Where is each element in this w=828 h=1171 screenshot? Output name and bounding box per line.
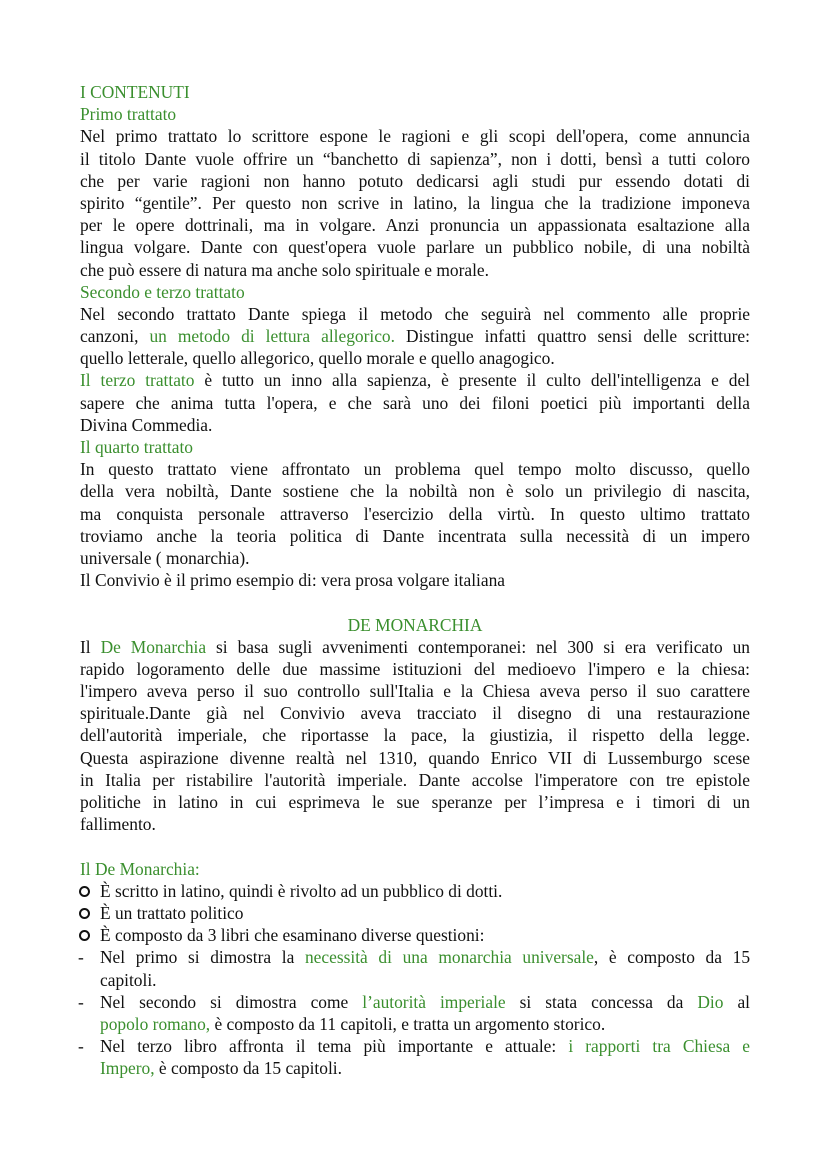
body-text: canzoni, [80,326,150,347]
text-line [80,369,750,391]
document-page [80,81,750,1079]
blank-line [80,835,750,857]
body-text: per le opere dottrinali, ma in volgare. Anzi pronuncia un appassionata esaltazione alla [80,215,750,236]
highlighted-text: I CONTENUTI [80,82,190,102]
body-text: In questo trattato viene affrontato un problema quel tempo molto discusso, quello [80,459,750,480]
body-text: Nel primo si dimostra la [100,947,305,968]
highlighted-text: DE MONARCHIA [347,614,483,635]
bullet-circle-icon [78,880,90,902]
body-text: universale ( monarchia). [80,547,250,568]
highlighted-text: Dio [697,991,724,1012]
text-line [80,813,750,835]
body-text: dell'autorità imperiale, che riportasse la pace, la giustizia, il rispetto della legge. [80,725,750,746]
body-text: , è composto da 15 [593,947,751,968]
highlighted-text: un metodo di lettura allegorico. [149,326,395,347]
text-line [80,547,750,569]
text-line [80,214,750,236]
body-text: politiche in latino in cui esprimeva le sue speranze per l’impresa e i timori di un [80,792,750,812]
highlighted-text: De Monarchia [100,636,207,657]
highlighted-text: necessità di una monarchia universale [304,947,594,968]
body-text: capitoli. [100,969,157,990]
text-line [80,969,750,991]
text-line [80,480,750,502]
text-line [80,103,750,125]
text-line [80,946,750,968]
text-line [80,858,750,880]
text-line [80,392,750,414]
highlighted-text: popolo romano, [100,1013,211,1034]
body-text: è composto da 15 capitoli. [154,1058,342,1079]
text-line [80,525,750,547]
bullet-dash-icon: - [78,991,84,1012]
text-line [80,259,750,281]
body-text: Nel terzo libro affronta il tema più importante e attuale: [100,1036,569,1057]
body-text: Distingue infatti quattro sensi delle scritture: [394,326,750,347]
body-text: in Italia per ristabilire l'autorità imperiale. Dante accolse l'imperatore con tre epistole [80,769,750,790]
body-text: spirituale.Dante già nel Convivio aveva tracciato il disegno di una restaurazione [80,703,750,724]
body-text: è tutto un inno alla sapienza, è presente il culto dell'intelligenza e del [194,370,750,391]
text-line [80,170,750,192]
text-line [80,1035,750,1057]
text-line [80,769,750,791]
bullet-dash-icon: - [78,1036,84,1057]
bullet-circle-icon [78,902,90,924]
body-text: È composto da 3 libri che esaminano diverse questioni: [100,925,485,946]
body-text: che può essere di natura ma anche solo spirituale e morale. [80,259,490,280]
body-text: quello letterale, quello allegorico, quello morale e quello anagogico. [80,348,555,369]
text-line [80,991,750,1013]
blank-line [80,591,750,613]
highlighted-text: Primo trattato [80,104,177,125]
text-line [80,414,750,436]
text-line [80,1013,750,1035]
bullet-circle-icon [78,924,90,946]
text-line [80,125,750,147]
text-line [80,702,750,724]
body-text: Il Convivio è il primo esempio di: vera prosa volgare italiana [80,570,505,591]
body-text: Il [80,636,101,657]
body-text: Questa aspirazione divenne realtà nel 1310, quando Enrico VII di Lussemburgo scese [80,747,750,768]
text-line [80,325,750,347]
highlighted-text: Il quarto trattato [80,437,193,457]
text-line [80,303,750,325]
text-line [80,347,750,369]
body-text: spirito “gentile”. Per questo non scrive in latino, la lingua che la tradizione imponeva [80,192,750,213]
highlighted-text: Il De Monarchia: [80,858,200,879]
text-line [80,81,750,103]
body-text: è composto da 11 capitoli, e tratta un argomento storico. [210,1013,606,1034]
body-text: Nel secondo si dimostra come [100,991,363,1012]
text-line [80,1057,750,1079]
body-text: al [723,991,750,1012]
body-text: della vera nobiltà, Dante sostiene che la nobiltà non è solo un privilegio di nascita, [80,481,750,502]
body-text: troviamo anche la teoria politica di Dante incentrata sulla necessità di un impero [80,525,750,546]
section-heading [80,614,750,636]
bullet-dash-icon: - [78,947,84,968]
body-text: lingua volgare. Dante con quest'opera vuole parlare un pubblico nobile, di una nobiltà [80,237,750,258]
body-text: fallimento. [80,814,156,835]
highlighted-text: Impero, [100,1058,155,1079]
body-text: Divina Commedia. [80,414,213,435]
text-line [80,436,750,458]
text-line [80,569,750,591]
body-text: È un trattato politico [100,902,244,923]
text-line [80,192,750,214]
body-text: che per varie ragioni non hanno potuto dedicarsi agli studi pur essendo dotati di [80,170,750,191]
text-line [80,281,750,303]
body-text: È scritto in latino, quindi è rivolto ad un pubblico di dotti. [100,880,503,901]
body-text: rapido logoramento delle due massime istituzioni del medioevo l'impero e la chiesa: [80,658,750,679]
highlighted-text: Secondo e terzo trattato [80,281,245,302]
text-line [80,458,750,480]
highlighted-text: Il terzo trattato [80,370,195,391]
text-line [80,747,750,769]
text-line [80,791,750,813]
text-line [80,636,750,658]
body-text: sapere che anima tutta l'opera, e che sarà uno dei filoni poetici più importanti della [80,392,750,413]
text-line [80,503,750,525]
text-line [80,724,750,746]
body-text: ma conquista personale attraverso l'esercizio della virtù. In questo ultimo trattato [80,503,750,524]
body-text: Nel primo trattato lo scrittore espone le ragioni e gli scopi dell'opera, come annuncia [80,126,750,147]
highlighted-text: l’autorità imperiale [362,991,506,1012]
text-line [80,902,750,924]
body-text: il titolo Dante vuole offrire un “banchetto di sapienza”, non i dotti, bensì a tutti coloro [80,148,750,169]
text-line [80,924,750,946]
body-text: si stata concessa da [505,991,698,1012]
body-text: si basa sugli avvenimenti contemporanei: nel 300 si era verificato un [206,636,750,657]
text-line [80,880,750,902]
text-line [80,658,750,680]
text-line [80,236,750,258]
body-text: l'impero aveva perso il suo controllo sull'Italia e la Chiesa aveva perso il suo carattere [80,681,750,702]
body-text: Nel secondo trattato Dante spiega il metodo che seguirà nel commento alle proprie [80,303,750,324]
text-line [80,148,750,170]
text-line [80,680,750,702]
highlighted-text: i rapporti tra Chiesa e [568,1036,750,1057]
